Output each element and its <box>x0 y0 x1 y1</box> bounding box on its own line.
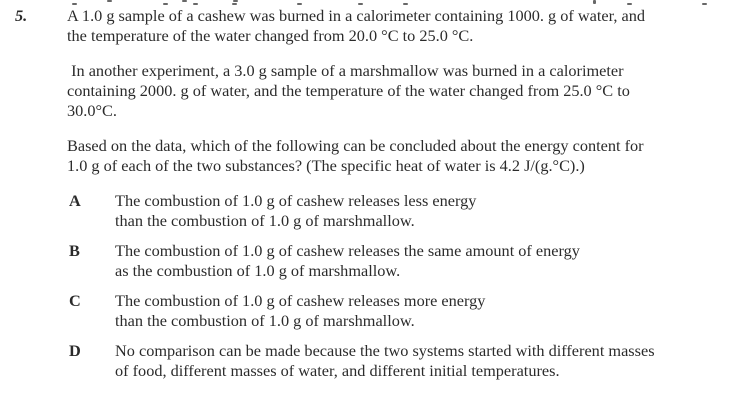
ink-speck <box>163 3 168 5</box>
text-line: No comparison can be made because the two systems started with different masses <box>115 341 655 360</box>
question-number: 5. <box>15 6 28 25</box>
text-line: as the combustion of 1.0 g of marshmallow. <box>115 261 401 280</box>
choice-a-letter: A <box>69 191 81 210</box>
question-paragraph-2 <box>67 61 739 121</box>
text-line: A 1.0 g sample of a cashew was burned in a calorimeter containing 1000. g of water, and <box>67 6 646 25</box>
choice-b <box>69 241 739 281</box>
ink-speck <box>297 3 302 5</box>
text-line: In another experiment, a 3.0 g sample of a marshmallow was burned in a calorimeter <box>67 61 624 80</box>
ink-speck <box>233 0 238 2</box>
text-line: The combustion of 1.0 g of cashew releases less energy <box>115 191 477 210</box>
choice-b-text <box>115 241 739 281</box>
ink-speck <box>72 3 77 5</box>
text-line: 30.0°C. <box>67 101 117 120</box>
ink-speck <box>702 3 707 5</box>
choice-c <box>69 291 739 331</box>
ink-speck <box>627 3 632 5</box>
text-line: of food, different masses of water, and different initial temperatures. <box>115 361 560 380</box>
choice-d-letter: D <box>69 341 81 360</box>
ink-speck <box>232 3 237 5</box>
choice-c-text <box>115 291 739 331</box>
question-paragraph-1 <box>67 6 739 46</box>
choice-a-text <box>115 191 739 231</box>
choice-a <box>69 191 739 231</box>
question-row <box>15 6 739 381</box>
text-line: than the combustion of 1.0 g of marshmallow. <box>115 311 415 330</box>
ink-speck <box>403 3 408 5</box>
choice-d-text <box>115 341 739 381</box>
text-line: the temperature of the water changed from 20.0 °C to 25.0 °C. <box>67 26 474 45</box>
ink-speck <box>107 0 112 2</box>
ink-speck <box>182 0 187 2</box>
ink-speck <box>593 0 596 4</box>
text-line: The combustion of 1.0 g of cashew releases more energy <box>115 291 486 310</box>
text-line: than the combustion of 1.0 g of marshmallow. <box>115 211 415 230</box>
choice-b-letter: B <box>69 241 80 260</box>
text-line: 1.0 g of each of the two substances? (The specific heat of water is 4.2 J/(g.°C).) <box>67 156 585 175</box>
question-paragraph-3 <box>67 136 739 176</box>
text-line: containing 2000. g of water, and the temperature of the water changed from 25.0 °C to <box>67 81 630 100</box>
choice-c-letter: C <box>69 291 81 310</box>
question-block <box>15 6 739 381</box>
text-line: The combustion of 1.0 g of cashew releases the same amount of energy <box>115 241 580 260</box>
ink-speck <box>358 3 363 5</box>
question-body <box>67 6 739 381</box>
answer-choices <box>67 191 739 381</box>
ink-speck <box>193 3 198 5</box>
text-line: Based on the data, which of the following can be concluded about the energy content for <box>67 136 644 155</box>
choice-d <box>69 341 739 381</box>
